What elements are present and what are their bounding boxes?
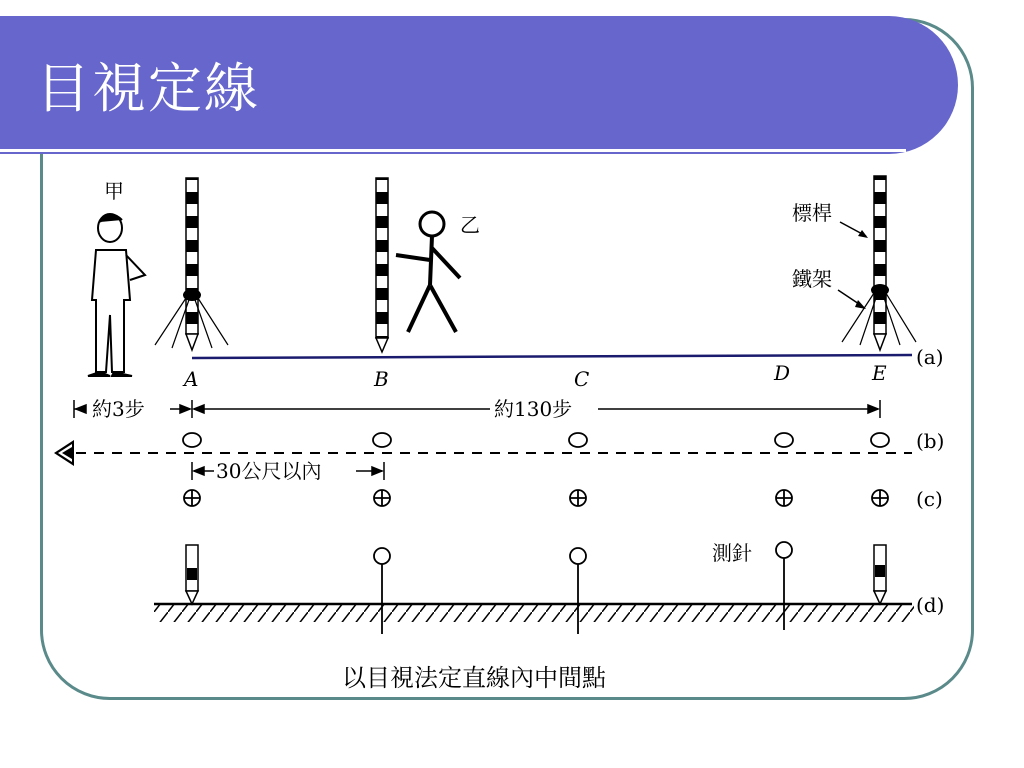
person-a-figure <box>88 214 145 376</box>
steps-130-label: 約130步 <box>494 397 573 421</box>
diagram-caption: 以目視法定直線內中間點 <box>342 664 606 692</box>
pole-stub-e <box>874 545 886 604</box>
person-a-label: 甲 <box>104 179 124 203</box>
pole-a <box>155 178 228 350</box>
row-label-b: (b) <box>916 429 945 453</box>
person-b-label: 乙 <box>460 213 480 237</box>
point-label-c: C <box>574 367 590 391</box>
pin-label: 測針 <box>712 541 752 565</box>
row-label-d: (d) <box>916 593 945 617</box>
slide-title: 目視定線 <box>36 57 260 120</box>
markers-b <box>183 433 889 447</box>
steps-3-label: 約3步 <box>92 397 145 421</box>
row-label-c: (c) <box>916 487 943 511</box>
pole-label: 標桿 <box>792 201 832 225</box>
point-label-e: E <box>872 361 887 385</box>
pole-e <box>842 176 916 350</box>
eye-icon <box>54 440 74 466</box>
pole-stub-a <box>186 545 198 604</box>
person-b-figure <box>396 212 460 332</box>
tripod-label: 鐵架 <box>792 267 832 291</box>
point-label-d: D <box>774 361 791 385</box>
ground-hatch <box>154 604 914 622</box>
point-label-b: B <box>374 367 389 391</box>
row-label-a: (a) <box>916 345 944 369</box>
pole-b <box>376 178 388 352</box>
sight-line-a <box>192 355 912 358</box>
distance-dimensions <box>74 400 880 418</box>
within-30m-label: 30公尺以內 <box>216 459 322 483</box>
markers-c <box>184 490 888 506</box>
point-label-a: A <box>184 367 199 391</box>
